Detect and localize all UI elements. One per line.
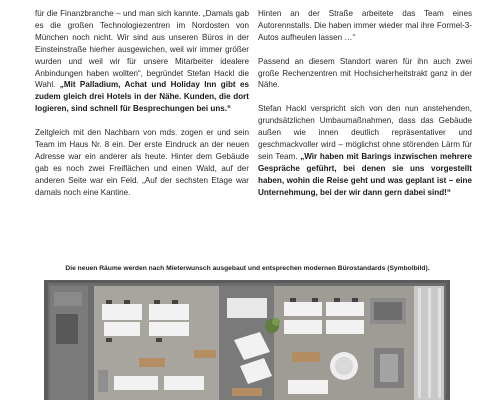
article-column-right <box>258 8 472 210</box>
article-paragraph <box>258 103 472 198</box>
article-paragraph <box>258 8 472 44</box>
image-caption: Die neuen Räume werden nach Mieterwunsch ausgebaut und entsprechen modernen Bürostandards (Symbolbild). <box>65 265 430 272</box>
paragraph-text: Hinten an der Straße arbeitete das Team eines Autorennstalls. Die haben immer wieder mal ihre Formel-3-Autos aufheulen lassen …“ <box>258 9 472 42</box>
paragraph-text: Stefan Hackl verspricht sich von den nun anstehenden, grundsätzlichen Umbaumaßnahmen, dass das Gebäude außen wie innen deutlich repräsentativer und geschmackvoller wird – möglichst ohne störenden Lärm für sein Team. <box>258 104 472 161</box>
paragraph-quote-bold: „Mit Palladium, Achat und Holiday Inn gibt es zudem gleich drei Hotels in der Nähe. Kunden, die dort logieren, sind schnell für Besprechungen bei uns.“ <box>35 80 249 114</box>
paragraph-text: Passend an diesem Standort waren für ihn auch zwei große Rechenzentren mit Hochsicherheitstrakt ganz in der Nähe. <box>258 56 472 90</box>
paragraph-quote-bold: „Wir haben mit Barings inzwischen mehrere Gespräche geführt, bei denen sie uns vorgestellt haben, wohin die Reise geht und was geplant ist – eine Unternehmung, bei der wir dann gern dabei sind!“ <box>258 151 472 197</box>
office-floorplan-image <box>44 280 450 400</box>
floorplan-illustration <box>44 280 450 400</box>
article-paragraph <box>35 8 249 115</box>
paragraph-text: für die Finanzbranche – und man sich kannte. „Damals gab es die großen Technologiezentren im Nordosten von München noch nicht. Wir sind aus unseren Büros in der Einsteinstraße hierher ausgewichen, weil wir immer größer wurden und weil wir für unsere Mitarbeiter idealere Anbindungen haben wollten“, begründet Stefan Hackl die Wahl. <box>35 9 249 90</box>
article-paragraph <box>35 127 249 198</box>
article-column-left <box>35 8 249 210</box>
article-paragraph <box>258 56 472 92</box>
paragraph-text: Zeitgleich mit den Nachbarn von mds. zogen er und sein Team im Haus Nr. 8 ein. Der erste Eindruck an der neuen Adresse war ein anderer als heute. Hinter dem Gebäude gab es noch zwei Freiflächen und einen Wald, auf der anderen Seite war ein Feld. „Auf der sechsten Etage war damals noch eine Kantine. <box>35 128 249 197</box>
